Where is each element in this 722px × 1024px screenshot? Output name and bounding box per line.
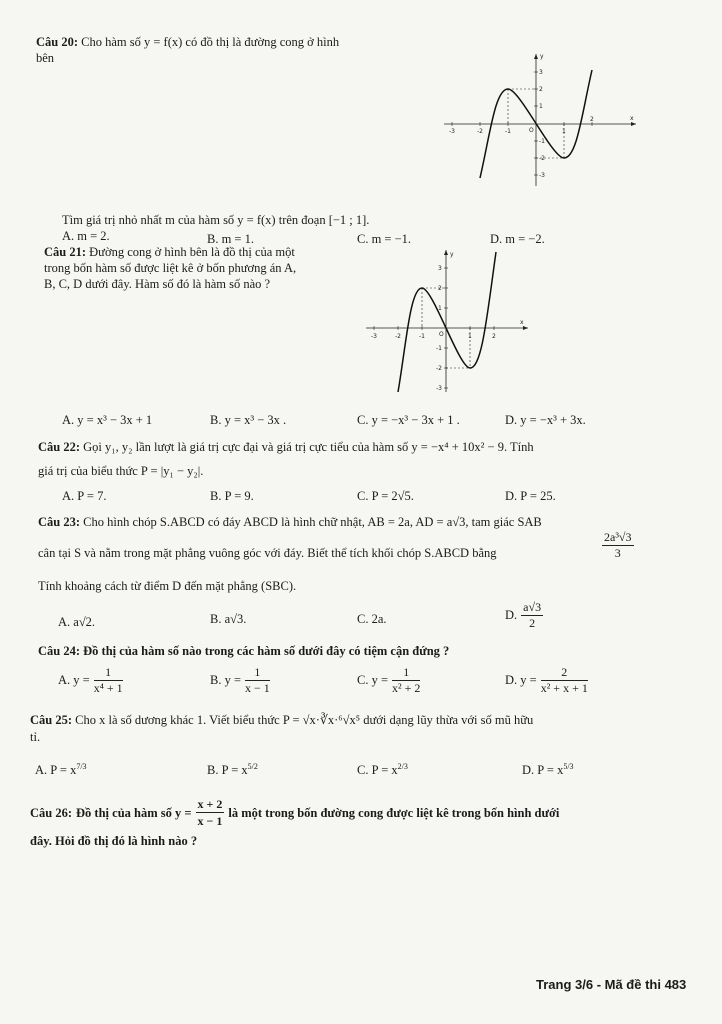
g1-ytick-m1: -1 xyxy=(539,138,545,145)
g1-ytick-3: 3 xyxy=(539,69,543,76)
q22-option-b[interactable]: B. P = 9. xyxy=(210,489,254,503)
g1-ytick-m3: -3 xyxy=(539,172,545,179)
g2-ytick-1: 1 xyxy=(438,305,442,312)
q21-option-a[interactable]: A. y = x³ − 3x + 1 xyxy=(62,413,153,427)
q25-a-pre: A. P = x xyxy=(35,763,77,778)
g2-ytick-3: 3 xyxy=(438,265,442,272)
q25-option-a[interactable] xyxy=(35,762,87,778)
q21-label: Câu 21: xyxy=(44,245,87,259)
q25-c-pre: C. P = x xyxy=(357,763,398,778)
q25-line2: tỉ. xyxy=(30,730,41,744)
q25-d-exp: 5/3 xyxy=(563,762,574,771)
g2-ylabel: y xyxy=(450,251,454,258)
q25-d-pre: D. P = x xyxy=(522,763,564,778)
g2-origin: O xyxy=(439,331,444,338)
q23-volume-fraction xyxy=(602,530,634,561)
q22-text: Gọi y₁, y₂ lần lượt là giá trị cực đại và giá trị cực tiểu của hàm số y = −x⁴ + 10x² − 9. Tính xyxy=(83,440,534,454)
g1-xtick-m3: -3 xyxy=(449,128,455,135)
q23-option-d-frac xyxy=(521,600,543,631)
q24-a-frac xyxy=(94,665,123,696)
g2-xtick-1: 1 xyxy=(468,333,472,340)
q24-option-a[interactable] xyxy=(58,665,123,696)
q23-frac-den: 3 xyxy=(614,546,621,560)
q20-graph xyxy=(440,50,640,190)
q24-a-den: x⁴ + 1 xyxy=(93,681,123,695)
q25-c-exp: 2/3 xyxy=(397,762,408,771)
q21-option-c[interactable]: C. y = −x³ − 3x + 1 . xyxy=(357,413,460,427)
g2-xlabel: x xyxy=(520,319,524,326)
q23-option-d-label: D. xyxy=(505,608,518,622)
q25-option-c[interactable] xyxy=(357,762,408,778)
q23-option-b[interactable]: B. a√3. xyxy=(210,612,247,626)
q24-label: Câu 24: xyxy=(38,644,81,658)
q25-b-pre: B. P = x xyxy=(207,763,248,778)
q21-graph xyxy=(362,246,532,396)
q22-option-a[interactable]: A. P = 7. xyxy=(62,489,107,503)
q24-c-num: 1 xyxy=(392,665,420,681)
q24-d-num: 2 xyxy=(541,665,588,681)
q23-frac-num: 2a³√3 xyxy=(604,530,632,544)
q20-line1 xyxy=(36,34,339,50)
q26-line1 xyxy=(30,796,559,829)
q24-a-pre: A. y = xyxy=(58,673,90,687)
q20-label: Câu 20: xyxy=(36,35,79,49)
q23-option-d-den: 2 xyxy=(529,616,536,630)
q20-option-b[interactable]: B. m = 1. xyxy=(207,232,254,246)
g1-ytick-m2: -2 xyxy=(539,155,545,162)
q24-c-pre: C. y = xyxy=(357,673,389,687)
q23-line1 xyxy=(38,514,542,530)
q24-d-den: x² + x + 1 xyxy=(540,681,588,695)
q23-option-a[interactable]: A. a√2. xyxy=(58,615,96,629)
g1-xlabel: x xyxy=(630,115,634,122)
q24-d-frac xyxy=(541,665,588,696)
q24-text: Đồ thị của hàm số nào trong các hàm số dưới đây có tiệm cận đứng ? xyxy=(83,644,450,658)
q20-line3: Tìm giá trị nhỏ nhất m của hàm số y = f(x) trên đoạn [−1 ; 1]. xyxy=(62,213,370,227)
q23-option-d[interactable] xyxy=(505,600,543,631)
g1-ytick-1: 1 xyxy=(539,103,543,110)
q20-text: Cho hàm số y = f(x) có đồ thị là đường cong ở hình xyxy=(81,35,340,49)
g2-ytick-m2: -2 xyxy=(436,365,442,372)
q25-label: Câu 25: xyxy=(30,713,73,727)
q25-option-b[interactable] xyxy=(207,762,258,778)
q21-line1 xyxy=(44,244,295,260)
q24-b-num: 1 xyxy=(245,665,270,681)
q26-line2: đây. Hỏi đồ thị đó là hình nào ? xyxy=(30,834,198,848)
g2-ytick-m1: -1 xyxy=(436,345,442,352)
g2-xtick-m2: -2 xyxy=(395,333,401,340)
g2-ytick-m3: -3 xyxy=(436,385,442,392)
q22-line1 xyxy=(38,439,534,455)
q20-option-c[interactable]: C. m = −1. xyxy=(357,232,412,246)
q24-option-b[interactable] xyxy=(210,665,270,696)
q24-b-frac xyxy=(245,665,270,696)
q23-option-d-num: a√3 xyxy=(523,600,542,614)
q22-line2: giá trị của biểu thức P = |y₁ − y₂|. xyxy=(38,464,204,478)
q25-text: Cho x là số dương khác 1. Viết biểu thức P = √x·∛x·⁶√x⁵ dưới dạng lũy thừa với số mũ hữu xyxy=(75,713,534,727)
q24-b-pre: B. y = xyxy=(210,673,242,687)
g1-ylabel: y xyxy=(540,53,544,60)
q21-line3: B, C, D dưới đây. Hàm số đó là hàm số nào ? xyxy=(44,277,271,291)
q25-line1 xyxy=(30,712,533,728)
q24-d-pre: D. y = xyxy=(505,673,537,687)
g2-ytick-2: 2 xyxy=(438,285,442,292)
q21-option-d[interactable]: D. y = −x³ + 3x. xyxy=(505,413,586,427)
g1-xtick-m1: -1 xyxy=(505,128,511,135)
q25-b-exp: 5/2 xyxy=(247,762,258,771)
q23-text: Cho hình chóp S.ABCD có đáy ABCD là hình chữ nhật, AB = 2a, AD = a√3, tam giác SAB xyxy=(83,515,542,529)
q22-option-c[interactable]: C. P = 2√5. xyxy=(357,489,414,503)
g2-xtick-2: 2 xyxy=(492,333,496,340)
q24-b-den: x − 1 xyxy=(245,681,270,695)
q26-label: Câu 26: xyxy=(30,805,73,820)
q22-label: Câu 22: xyxy=(38,440,81,454)
q26-den: x − 1 xyxy=(197,814,223,828)
g1-origin: O xyxy=(529,127,534,134)
g1-xtick-2: 2 xyxy=(590,116,594,123)
q20-option-d[interactable]: D. m = −2. xyxy=(490,232,545,246)
g1-xtick-1: 1 xyxy=(562,128,566,135)
q25-option-d[interactable] xyxy=(522,762,574,778)
q24-a-num: 1 xyxy=(94,665,123,681)
q23-line3: Tính khoảng cách từ điểm D đến mặt phẳng (SBC). xyxy=(38,579,297,593)
q25-a-exp: 7/3 xyxy=(76,762,87,771)
q26-frac xyxy=(196,796,225,829)
q26-pre: Đồ thị của hàm số y = xyxy=(76,805,192,820)
q23-option-c[interactable]: C. 2a. xyxy=(357,612,387,626)
q24-option-c[interactable] xyxy=(357,665,420,696)
q26-num: x + 2 xyxy=(197,797,223,811)
q23-line2: cân tại S và nằm trong mặt phẳng vuông góc với đáy. Biết thể tích khối chóp S.ABCD bằng xyxy=(38,546,497,560)
q22-option-d[interactable]: D. P = 25. xyxy=(505,489,556,503)
q26-post: là một trong bốn đường cong được liệt kê trong bốn hình dưới xyxy=(228,805,560,820)
q21-line2: trong bốn hàm số được liệt kê ở bốn phương án A, xyxy=(44,261,297,275)
page-footer: Trang 3/6 - Mã đề thi 483 xyxy=(536,977,687,992)
q24-line1 xyxy=(38,643,449,659)
q21-option-b[interactable]: B. y = x³ − 3x . xyxy=(210,413,287,427)
q24-c-den: x² + 2 xyxy=(392,681,421,695)
g2-xtick-m1: -1 xyxy=(419,333,425,340)
q24-c-frac xyxy=(392,665,420,696)
g2-xtick-m3: -3 xyxy=(371,333,377,340)
q21-text: Đường cong ở hình bên là đồ thị của một xyxy=(89,245,295,259)
q24-option-d[interactable] xyxy=(505,665,588,696)
q20-line2: bên xyxy=(36,51,55,65)
g1-ytick-2: 2 xyxy=(539,86,543,93)
q20-option-a[interactable]: A. m = 2. xyxy=(62,229,110,243)
g1-xtick-m2: -2 xyxy=(477,128,483,135)
q23-label: Câu 23: xyxy=(38,515,81,529)
